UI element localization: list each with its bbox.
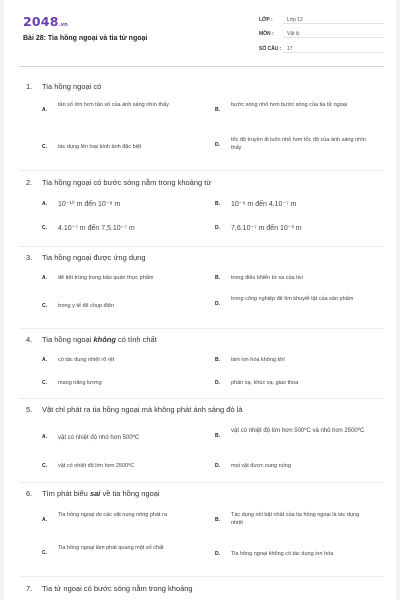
question-6: 6. Tìm phát biểu sai về tia hồng ngoại (26, 489, 160, 498)
question-4: 4. Tia hồng ngoại không có tính chất (26, 335, 157, 344)
question-5: 5. Vật chỉ phát ra tia hồng ngoại mà không phát ánh sáng đỏ là (26, 405, 243, 414)
question-3: 3. Tia hồng ngoại được ứng dụng (26, 253, 146, 262)
worksheet-page: 2048.vn Bài 28: Tia hồng ngoại và tia tử ngoại LỚP : Lớp 12 MÔN : Vật lý SỐ CÂU : 17 1. Tia hồng ngoại có A. tần số lớn hơn tần số của ánh sáng nhìn thấy B. bước sóng nhỏ hơn bước sóng của tia tử ngoại C. tác dụng lên loại kính ảnh đặc biệt D. tốc độ truyền đi luôn nhỏ hơn tốc độ của ánh sáng nhìn thấy 2. Tia hồng ngoại có bước sóng nằm trong khoảng từ A. 10⁻¹⁰ m đến 10⁻⁸ m B. 10⁻⁹ m đến 4.10⁻⁷ m C. 4.10⁻⁷ m đến 7,5.10⁻⁷ m D. 7,6.10⁻⁷ m đến 10⁻³ m 3. Tia hồng ngoại được ứng dụng A. để tiệt trùng trong bảo quản thực phẩm B. trong điều khiển từ xa của tivi C. trong y tế để chụp điện D. trong công nghiệp để tìm khuyết tật của sản phẩm 4. Tia hồng ngoại không có tính chất A. có tác dụng nhiệt rõ rệt B. làm ion hóa không khí C. mang năng lượng D. phản xạ, khúc xạ, giao thoa 5. Vật chỉ phát ra tia hồng ngoại mà không phát ánh sáng đỏ là A. vật có nhiệt độ nhỏ hơn 500ºC B. vật có nhiệt độ lớn hơn 500ºC và nhỏ hơn 2500ºC C. vật có nhiệt độ lớn hơn 2500ºC D. mọi vật được nung nóng 6. Tìm phát biểu sai về tia hồng ngoại A. Tia hồng ngoại do các vật nung nóng phát ra B. Tác dụng nổi bật nhất của tia hồng ngoại là tác dụng nhiệt C. Tia hồng ngoại làm phát quang một số chất D. Tia hồng ngoại không có tác dụng ion hóa 7. Tia tử ngoại có bước sóng nằm trong khoảng (4, 0, 396, 600)
emphasis-sai: sai (89, 489, 101, 498)
site-logo[interactable]: 2048.vn (23, 14, 68, 29)
worksheet-header: 2048.vn Bài 28: Tia hồng ngoại và tia tử ngoại LỚP : Lớp 12 MÔN : Vật lý SỐ CÂU : 17 (4, 0, 396, 62)
header-divider (19, 66, 384, 67)
question-1: 1. Tia hồng ngoại có (26, 82, 102, 91)
question-2: 2. Tia hồng ngoại có bước sóng nằm trong khoảng từ (26, 178, 212, 187)
question-7: 7. Tia tử ngoại có bước sóng nằm trong khoảng (26, 584, 193, 593)
lesson-title: Bài 28: Tia hồng ngoại và tia tử ngoại (23, 35, 148, 42)
emphasis-khong: không (93, 335, 116, 344)
